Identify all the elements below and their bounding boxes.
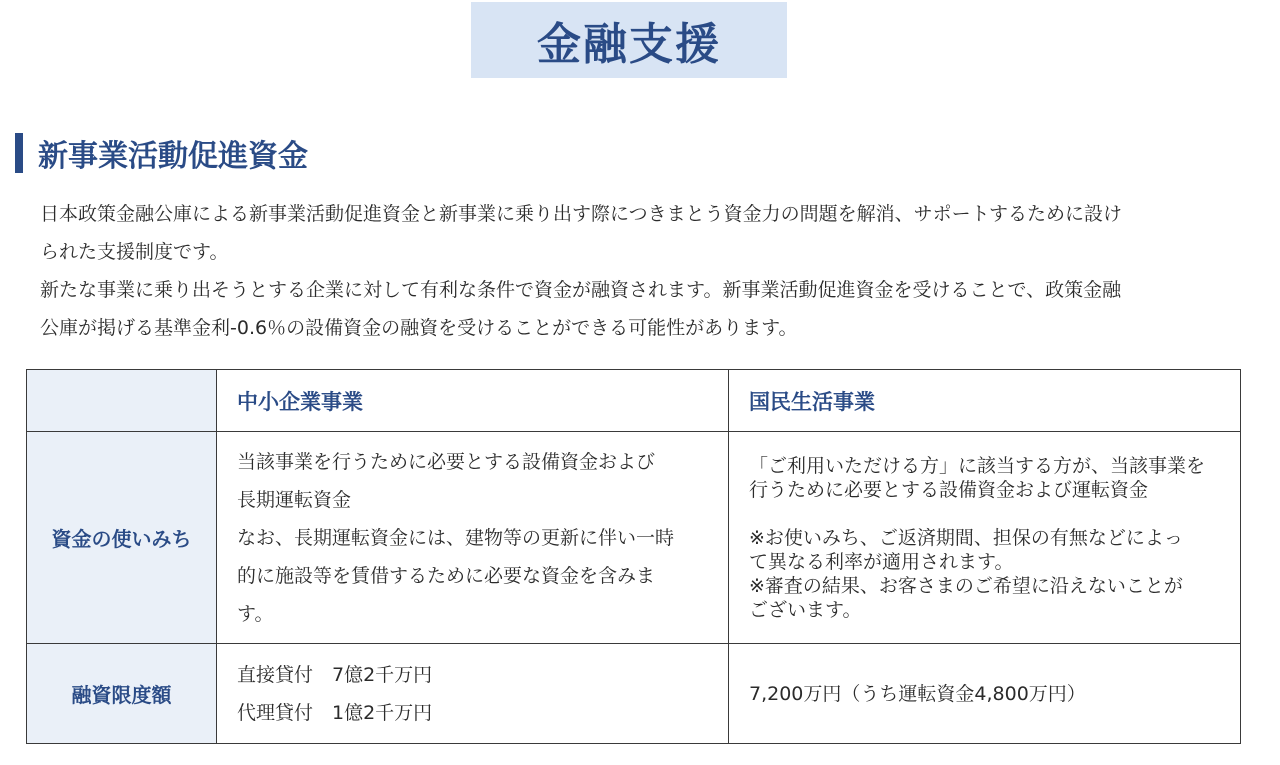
cell-line: 長期運転資金 xyxy=(237,488,352,511)
column-header-sme: 中小企業事業 xyxy=(217,370,729,432)
cell-line: て異なる利率が適用されます。 xyxy=(749,550,1014,573)
row-label-fund-use: 資金の使いみち xyxy=(27,432,217,644)
page-title-banner xyxy=(471,2,787,78)
cell-line: ございます。 xyxy=(749,598,862,621)
cell-line: 7,200万円（うち運転資金4,800万円） xyxy=(749,682,1086,705)
column-header-national-life: 国民生活事業 xyxy=(729,370,1241,432)
intro-line: 新たな事業に乗り出そうとする企業に対して有利な条件で資金が融資されます。新事業活動促進資金を受けることで、政策金融 xyxy=(40,279,1122,301)
cell-national-life-fund-use xyxy=(729,432,1241,644)
cell-line-spacer xyxy=(749,502,1226,526)
cell-line: 当該事業を行うために必要とする設備資金および xyxy=(237,450,656,473)
cell-line: す。 xyxy=(237,602,274,625)
table-corner-cell xyxy=(27,370,217,432)
intro-line: られた支援制度です。 xyxy=(40,241,229,263)
intro-paragraph xyxy=(40,195,1250,347)
page-title: 金融支援 xyxy=(537,19,721,70)
cell-sme-fund-use xyxy=(217,432,729,644)
cell-national-life-loan-limit xyxy=(729,644,1241,744)
cell-line: 的に施設等を賃借するために必要な資金を含みま xyxy=(237,564,656,587)
table-header-row xyxy=(27,370,1241,432)
section-heading-text: 新事業活動促進資金 xyxy=(38,139,308,174)
section-heading xyxy=(15,132,308,174)
intro-line: 日本政策金融公庫による新事業活動促進資金と新事業に乗り出す際につきまとう資金力の問題を解消、サポートするために設け xyxy=(40,203,1123,225)
cell-line: ※お使いみち、ご返済期間、担保の有無などによっ xyxy=(749,526,1183,549)
cell-line: 直接貸付 7億2千万円 xyxy=(237,663,433,686)
table-row-fund-use xyxy=(27,432,1241,644)
table-row-loan-limit xyxy=(27,644,1241,744)
row-label-loan-limit: 融資限度額 xyxy=(27,644,217,744)
cell-line: ※審査の結果、お客さまのご希望に沿えないことが xyxy=(749,574,1183,597)
intro-line: 公庫が掲げる基準金利-0.6％の設備資金の融資を受けることができる可能性があります。 xyxy=(40,317,798,339)
cell-sme-loan-limit xyxy=(217,644,729,744)
cell-line: なお、長期運転資金には、建物等の更新に伴い一時 xyxy=(237,526,675,549)
financing-table xyxy=(26,369,1241,744)
cell-line: 「ご利用いただける方」に該当する方が、当該事業を xyxy=(749,454,1206,477)
cell-line: 代理貸付 1億2千万円 xyxy=(237,701,433,724)
heading-accent-bar xyxy=(15,133,23,173)
cell-line: 行うために必要とする設備資金および運転資金 xyxy=(749,478,1149,501)
